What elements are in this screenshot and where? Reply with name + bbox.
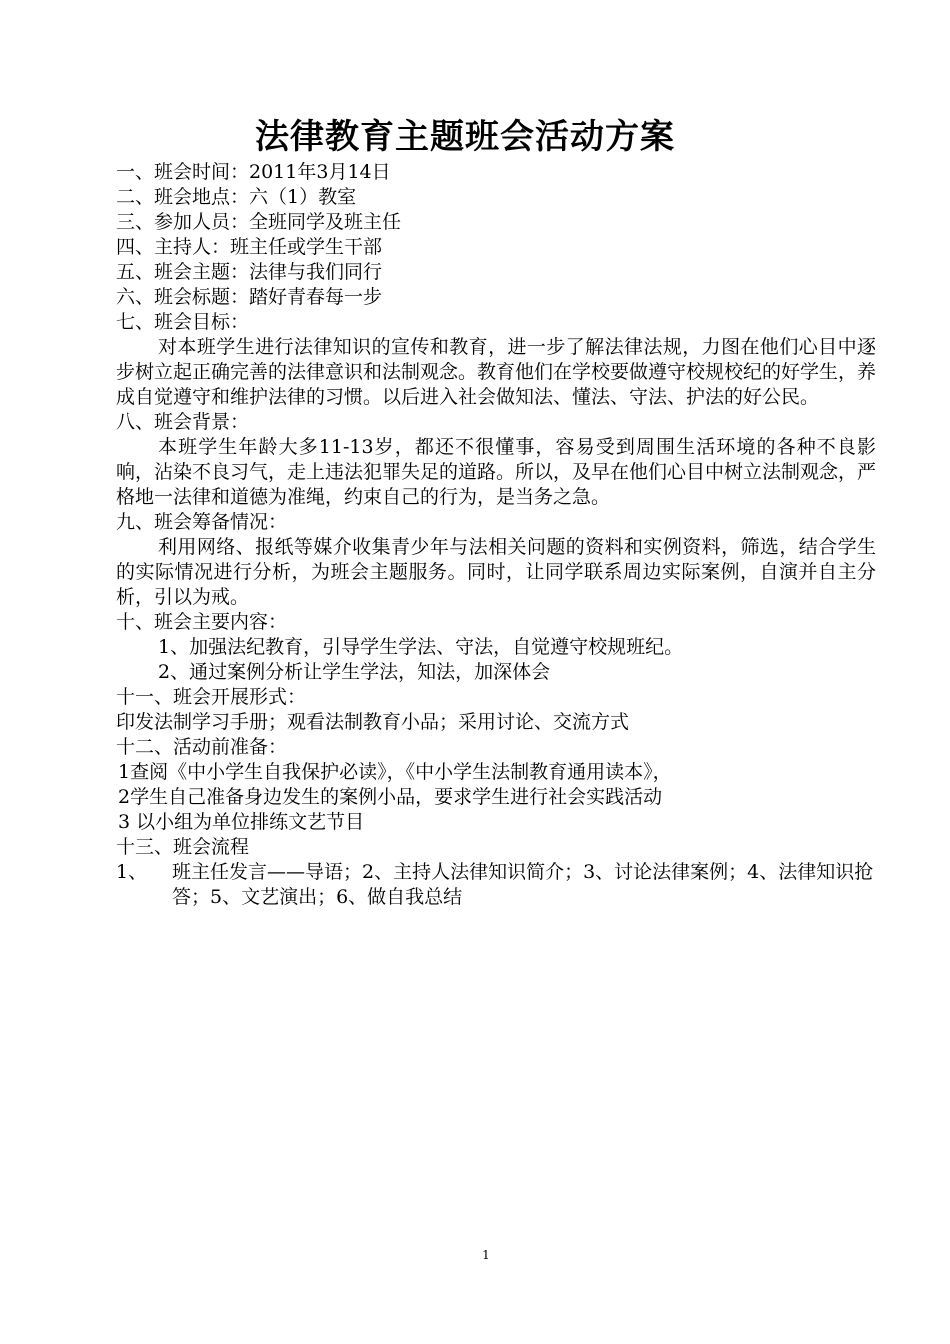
document-body	[116, 160, 876, 910]
prep-item: 3 以小组为单位排练文艺节目	[118, 811, 365, 833]
flow-number: 1、	[116, 861, 148, 883]
section-place: 二、班会地点：六（1）教室	[116, 186, 357, 208]
section-host: 四、主持人：班主任或学生干部	[116, 236, 383, 258]
content-item: 1、加强法纪教育，引导学生学法、守法，自觉遵守校规班纪。	[158, 636, 684, 658]
page-number: 1	[482, 1248, 490, 1262]
section-slogan: 六、班会标题：踏好青春每一步	[116, 286, 383, 308]
section-time: 一、班会时间：2011年3月14日	[116, 161, 391, 183]
background-paragraph: 本班学生年龄大多11-13岁，都还不很懂事，容易受到周围生活环境的各种不良影响，沾染不良习气，走上违法犯罪失足的道路。所以，及早在他们心目中树立法制观念，严格地一法律和道德为准绳，约束自己的行为，是当务之急。	[116, 436, 877, 508]
preparation-heading: 九、班会筹备情况：	[116, 511, 288, 533]
content-heading: 十、班会主要内容：	[116, 611, 288, 633]
flow-list-item	[116, 860, 876, 910]
form-text: 印发法制学习手册；观看法制教育小品；采用讨论、交流方式	[116, 711, 630, 733]
section-theme: 五、班会主题：法律与我们同行	[116, 261, 383, 283]
goal-paragraph: 对本班学生进行法律知识的宣传和教育，进一步了解法律法规，力图在他们心目中逐步树立起正确完善的法律意识和法制观念。教育他们在学校要做遵守校规校纪的好学生，养成自觉遵守和维护法律的习惯。以后进入社会做知法、懂法、守法、护法的好公民。	[116, 336, 877, 408]
section-participants: 三、参加人员：全班同学及班主任	[116, 211, 402, 233]
form-heading: 十一、班会开展形式：	[116, 686, 307, 708]
document-title: 法律教育主题班会活动方案	[255, 117, 675, 157]
flow-text: 班主任发言——导语；2、主持人法律知识简介；3、讨论法律案例；4、法律知识抢答；5、文艺演出；6、做自我总结	[172, 861, 874, 908]
goal-heading: 七、班会目标：	[116, 311, 250, 333]
content-item: 2、通过案例分析让学生学法，知法，加深体会	[158, 661, 551, 683]
prep-item: 1查阅《中小学生自我保护必读》，《中小学生法制教育通用读本》，	[118, 761, 672, 783]
flow-heading: 十三、班会流程	[116, 836, 250, 858]
prep-item: 2学生自己准备身边发生的案例小品，要求学生进行社会实践活动	[118, 786, 663, 808]
preparation-paragraph: 利用网络、报纸等媒介收集青少年与法相关问题的资料和实例资料，筛选，结合学生的实际情况进行分析，为班会主题服务。同时，让同学联系周边实际案例，自演并自主分析，引以为戒。	[116, 536, 876, 608]
prep-heading: 十二、活动前准备：	[116, 736, 288, 758]
background-heading: 八、班会背景：	[116, 411, 250, 433]
